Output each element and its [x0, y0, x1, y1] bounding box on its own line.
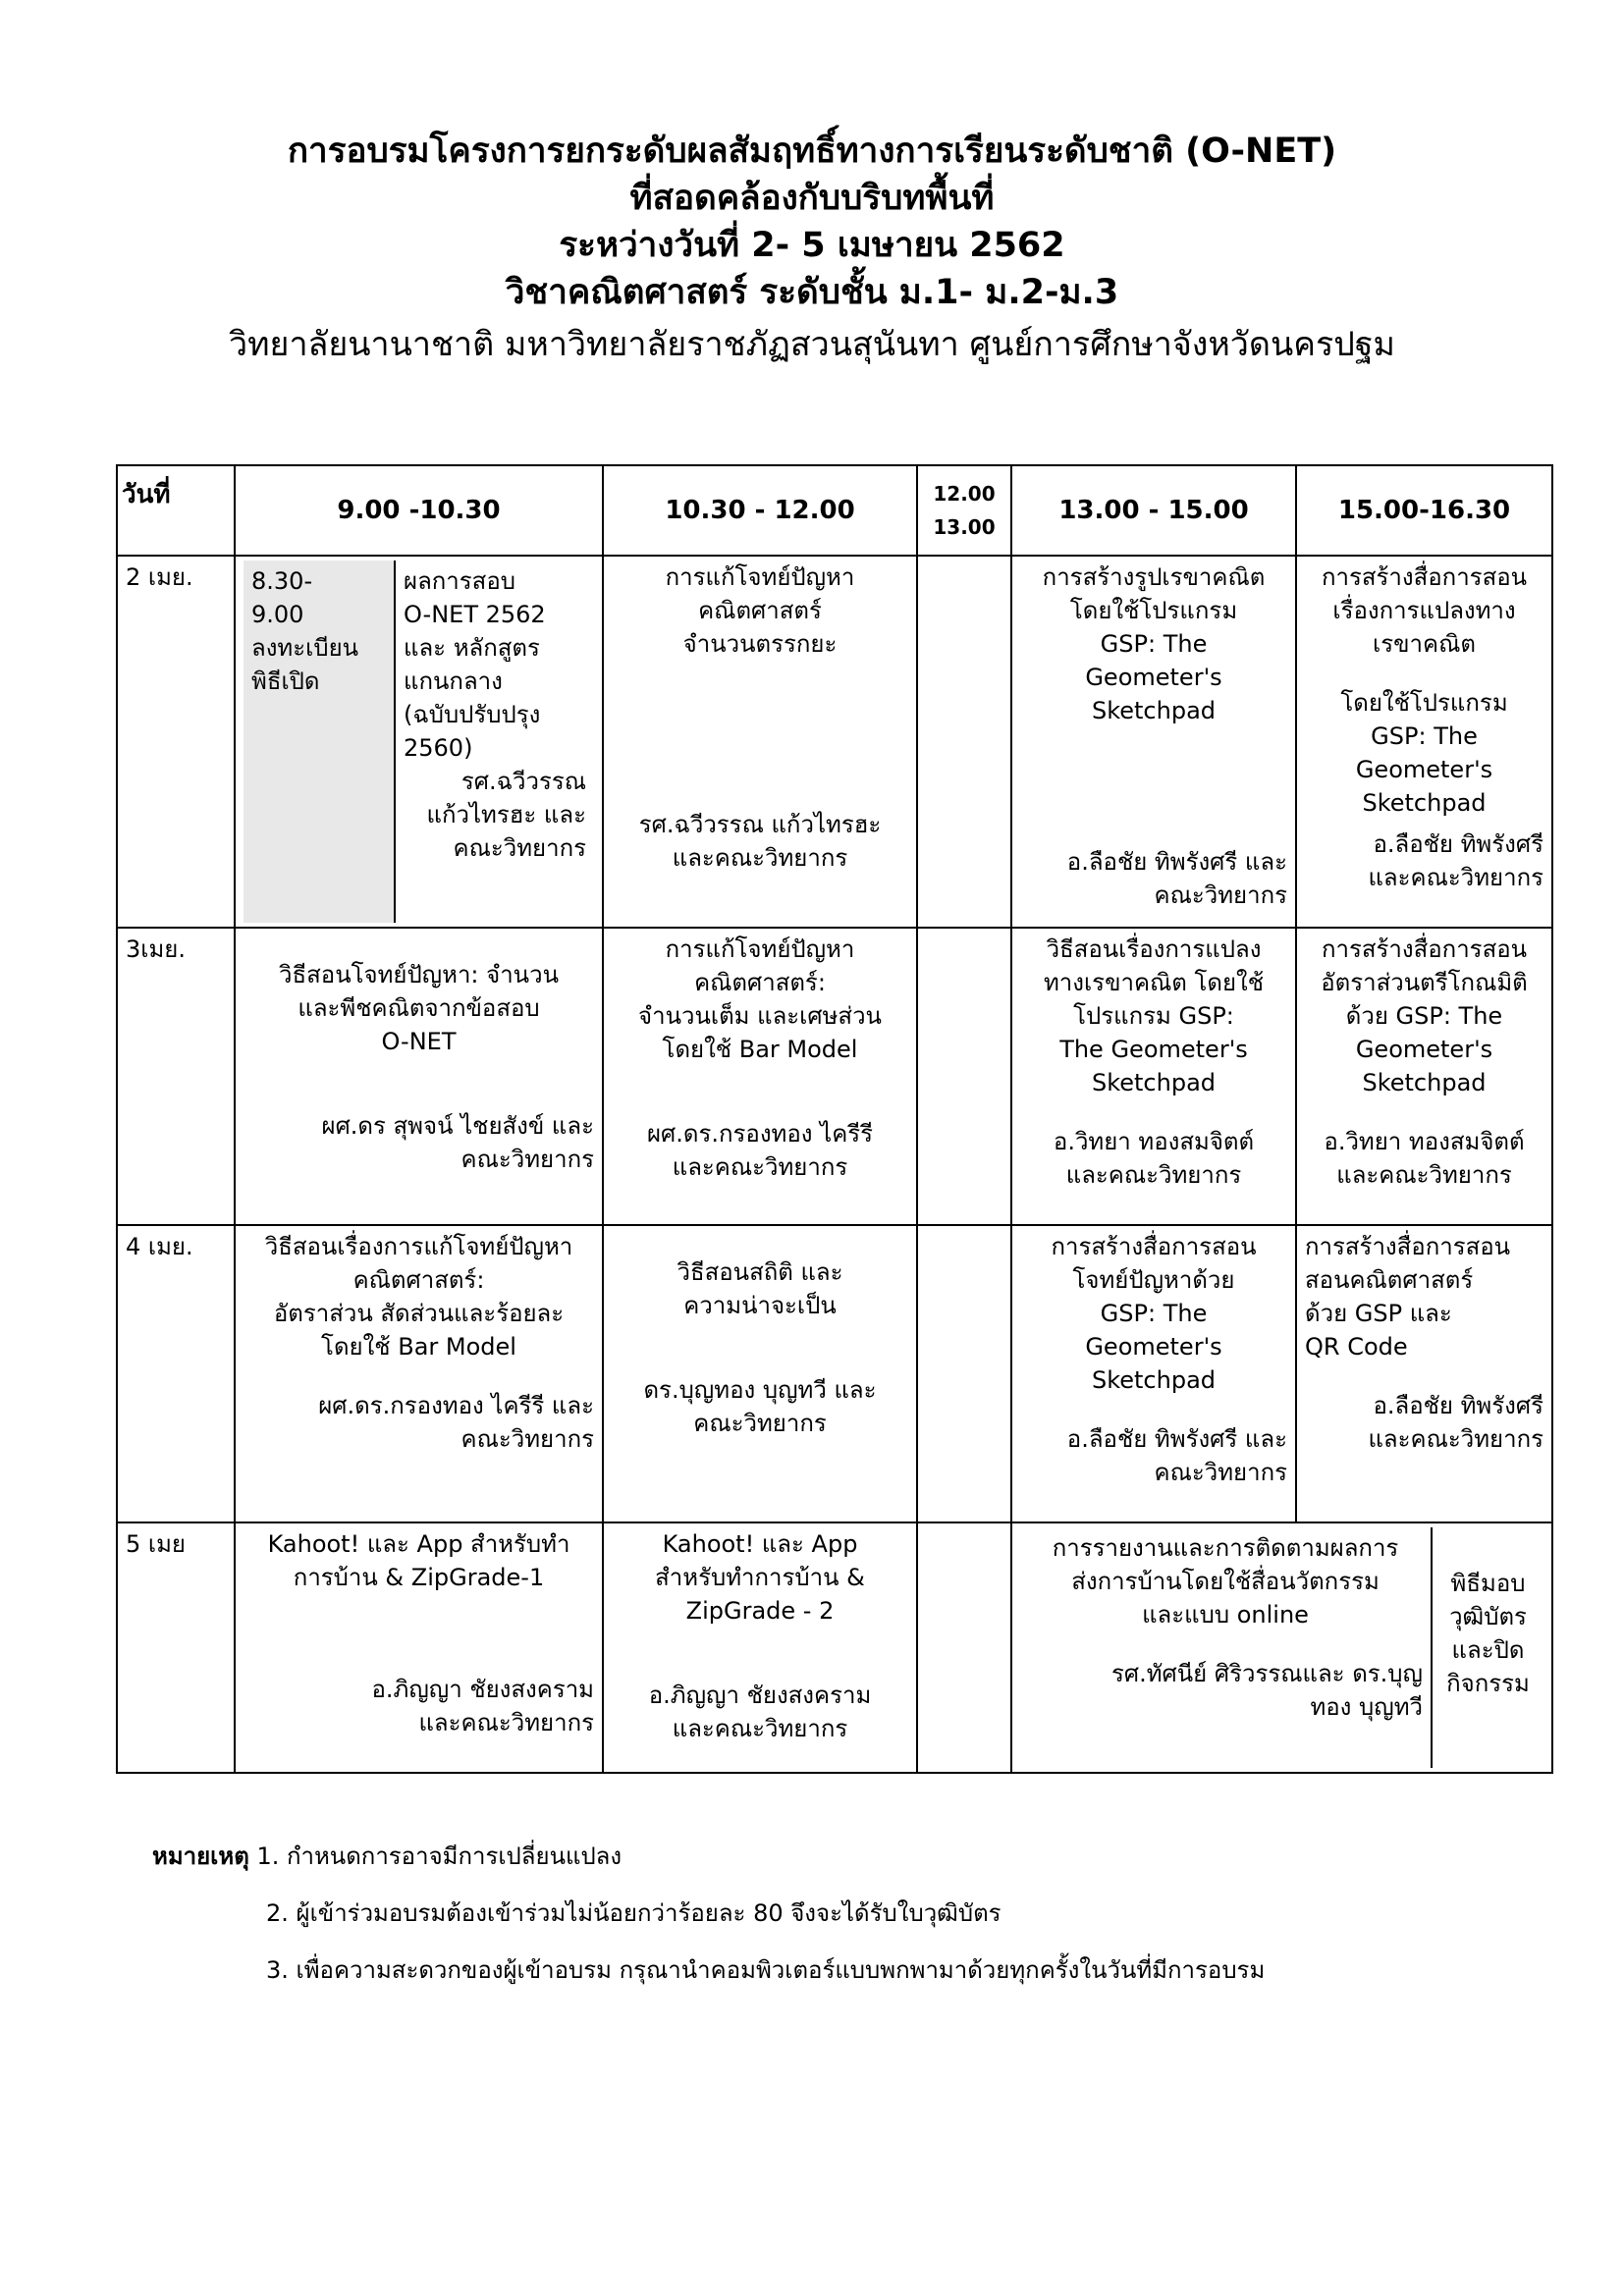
slot2-cell — [603, 928, 917, 1225]
table-row — [117, 556, 1552, 928]
session-title: วิธีสอนสถิติ และ ความน่าจะเป็น — [677, 1258, 843, 1319]
session-title: การแก้โจทย์ปัญหา คณิตศาสตร์: จำนวนเต็ม และเศษส่วน โดยใช้ Bar Model — [638, 935, 882, 1063]
session-speaker: รศ.ทัศนีย์ ศิริวรรณและ ดร.บุญ ทอง บุญทวี — [1110, 1660, 1423, 1721]
session-speaker: ดร.บุญทอง บุญทวี และ คณะวิทยากร — [643, 1376, 877, 1437]
session-title: Kahoot! และ App สำหรับทำ การบ้าน & ZipGrade-1 — [267, 1530, 570, 1591]
day-cell: 2 เมย. — [117, 556, 235, 928]
session-title: ผลการสอบ O-NET 2562 และ หลักสูตร แกนกลาง (ฉบับปรับปรุง 2560) — [404, 567, 546, 762]
slot2-cell — [603, 1225, 917, 1522]
session-speaker: อ.ลือชัย ทิพรังศรี และคณะวิทยากร — [1368, 830, 1543, 891]
header-slot-3: 13.00 - 15.00 — [1011, 465, 1296, 556]
session-speaker: รศ.ฉวีวรรณ แก้วไทรฮะ และ คณะวิทยากร — [426, 768, 586, 862]
session-title: การสร้างสื่อการสอน โจทย์ปัญหาด้วย GSP: The Geometer's Sketchpad — [1051, 1233, 1257, 1394]
table-row — [117, 1225, 1552, 1522]
session-speaker: ผศ.ดร.กรองทอง ไครีรี และ คณะวิทยากร — [318, 1392, 594, 1453]
header-slot-1: 9.00 -10.30 — [235, 465, 603, 556]
day-cell: 5 เมย — [117, 1522, 235, 1773]
slot2-cell — [603, 1522, 917, 1773]
note-1: 1. กำหนดการอาจมีการเปลี่ยนแปลง — [256, 1842, 623, 1870]
slot3-4-cell — [1011, 1522, 1552, 1773]
notes — [152, 1828, 1265, 1999]
session-title: การสร้างสื่อการสอน เรื่องการแปลงทาง เรขาคณิต — [1321, 563, 1528, 658]
registration-time: 8.30- 9.00 — [251, 567, 313, 628]
closing-text: พิธีมอบ วุฒิบัตร และปิด กิจกรรม — [1446, 1570, 1530, 1697]
lunch-cell — [917, 1225, 1011, 1522]
slot4-cell — [1296, 556, 1552, 928]
lunch-start: 12.00 — [933, 482, 996, 506]
session-title: วิธีสอนเรื่องการแก้โจทย์ปัญหา คณิตศาสตร์: อัตราส่วน สัดส่วนและร้อยละ โดยใช้ Bar Model — [264, 1233, 573, 1361]
day-cell: 4 เมย. — [117, 1225, 235, 1522]
session-title: การสร้างสื่อการสอน อัตราส่วนตรีโกณมิติ ด้วย GSP: The Geometer's Sketchpad — [1321, 935, 1528, 1096]
session-title: Kahoot! และ App สำหรับทำการบ้าน & ZipGrade - 2 — [655, 1530, 865, 1625]
header-slot-2: 10.30 - 12.00 — [603, 465, 917, 556]
session-speaker: ผศ.ดร.กรองทอง ไครีรี และคณะวิทยากร — [646, 1120, 874, 1181]
slot3-cell — [1011, 1225, 1296, 1522]
session-speaker: ผศ.ดร สุพจน์ ไชยสังข์ และ คณะวิทยากร — [321, 1112, 594, 1173]
session-speaker: อ.วิทยา ทองสมจิตต์ และคณะวิทยากร — [1053, 1128, 1255, 1189]
opening-ceremony: พิธีเปิด — [251, 667, 320, 695]
session-speaker: อ.ลือชัย ทิพรังศรี และ คณะวิทยากร — [1066, 1425, 1287, 1486]
note-3: 3. เพื่อความสะดวกของผู้เข้าอบรม กรุณานำคอมพิวเตอร์แบบพกพามาด้วยทุกครั้งในวันที่มีการอบรม — [266, 1956, 1266, 1984]
session-title-cont: โดยใช้โปรแกรม GSP: The Geometer's Sketchpad — [1340, 689, 1508, 817]
slot1-cell — [235, 928, 603, 1225]
venue-line: วิทยาลัยนานาชาติ มหาวิทยาลัยราชภัฏสวนสุนันทา ศูนย์การศึกษาจังหวัดนครปฐม — [229, 325, 1395, 364]
session-speaker: อ.ลือชัย ทิพรังศรี และ คณะวิทยากร — [1066, 848, 1287, 909]
slot1-cell — [235, 1522, 603, 1773]
session-speaker: อ.ลือชัย ทิพรังศรี และคณะวิทยากร — [1368, 1392, 1543, 1453]
note-2: 2. ผู้เข้าร่วมอบรมต้องเข้าร่วมไม่น้อยกว่าร้อยละ 80 จึงจะได้รับใบวุฒิบัตร — [266, 1899, 1001, 1927]
lunch-cell — [917, 556, 1011, 928]
table-row — [117, 1522, 1552, 1773]
registration-label: ลงทะเบียน — [251, 634, 359, 662]
slot1-cell — [235, 556, 603, 928]
title-line-3: ระหว่างวันที่ 2- 5 เมษายน 2562 — [559, 226, 1065, 265]
title-line-1: การอบรมโครงการยกระดับผลสัมฤทธิ์ทางการเรียนระดับชาติ (O-NET) — [287, 132, 1337, 171]
session-title: การสร้างรูปเรขาคณิต โดยใช้โปรแกรม GSP: The Geometer's Sketchpad — [1042, 563, 1266, 724]
registration-cell — [244, 561, 396, 923]
day-cell: 3เมย. — [117, 928, 235, 1225]
onet-session — [396, 561, 594, 923]
table-row — [117, 928, 1552, 1225]
slot1-cell — [235, 1225, 603, 1522]
header-lunch — [917, 465, 1011, 556]
session-speaker: รศ.ฉวีวรรณ แก้วไทรฮะ และคณะวิทยากร — [638, 811, 882, 872]
lunch-end: 13.00 — [933, 515, 996, 539]
notes-label: หมายเหตุ — [152, 1842, 249, 1870]
slot3-cell — [1011, 556, 1296, 928]
session-title: วิธีสอนโจทย์ปัญหา: จำนวน และพีชคณิตจากข้อสอบ O-NET — [279, 961, 559, 1055]
slot4-cell — [1296, 928, 1552, 1225]
lunch-cell — [917, 1522, 1011, 1773]
slot2-cell — [603, 556, 917, 928]
session-speaker: อ.ภิญญา ชัยงสงคราม และคณะวิทยากร — [371, 1676, 594, 1736]
lunch-cell — [917, 928, 1011, 1225]
document-header — [0, 128, 1624, 369]
schedule-table — [116, 464, 1553, 1774]
closing-ceremony — [1433, 1527, 1543, 1768]
slot4-cell — [1296, 1225, 1552, 1522]
title-line-4: วิชาคณิตศาสตร์ ระดับชั้น ม.1- ม.2-ม.3 — [505, 273, 1119, 312]
session-title: การแก้โจทย์ปัญหา คณิตศาสตร์ จำนวนตรรกยะ — [665, 563, 855, 658]
session-speaker: อ.วิทยา ทองสมจิตต์ และคณะวิทยากร — [1324, 1128, 1525, 1189]
header-row — [117, 465, 1552, 556]
header-day: วันที่ — [117, 465, 235, 556]
title-line-2: ที่สอดคล้องกับบริบทพื้นที่ — [629, 179, 995, 218]
session-title: การสร้างสื่อการสอน สอนคณิตศาสตร์ ด้วย GSP และ QR Code — [1305, 1233, 1511, 1361]
session-speaker: อ.ภิญญา ชัยงสงคราม และคณะวิทยากร — [648, 1682, 872, 1742]
slot3-cell — [1011, 928, 1296, 1225]
session-title: การรายงานและการติดตามผลการ ส่งการบ้านโดยใช้สื่อนวัตกรรม และแบบ online — [1052, 1534, 1399, 1629]
header-slot-4: 15.00-16.30 — [1296, 465, 1552, 556]
session-title: วิธีสอนเรื่องการแปลง ทางเรขาคณิต โดยใช้ โปรแกรม GSP: The Geometer's Sketchpad — [1043, 935, 1265, 1096]
report-session — [1020, 1527, 1433, 1768]
